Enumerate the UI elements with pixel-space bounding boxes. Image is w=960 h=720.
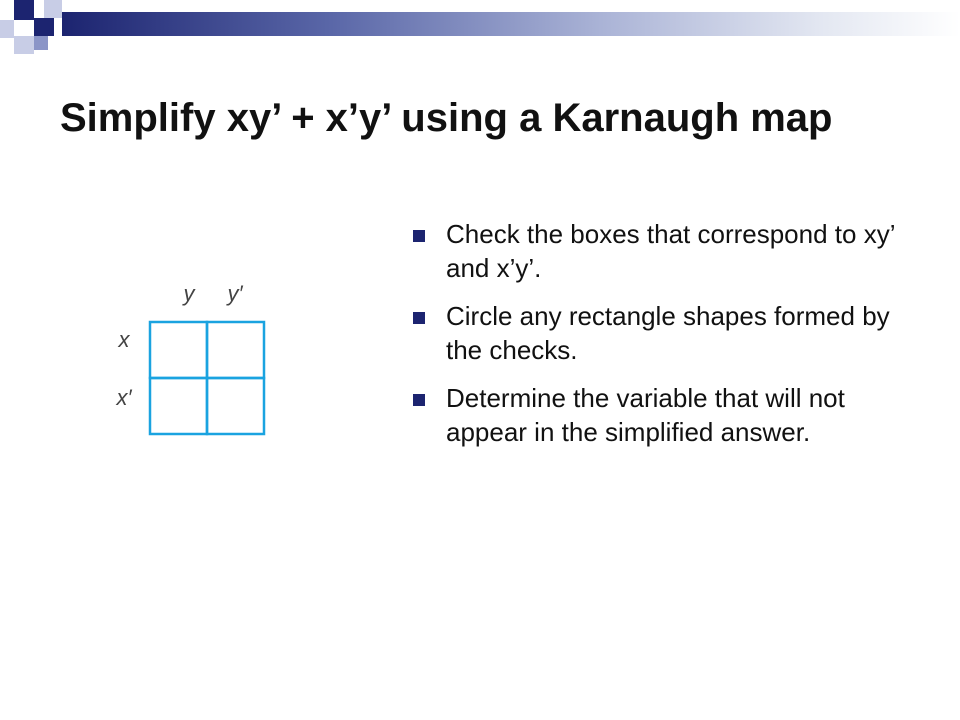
- bullet-text: Check the boxes that correspond to xy’ and x’y’.: [446, 219, 895, 283]
- bullet-text: Circle any rectangle shapes formed by the checks.: [446, 301, 890, 365]
- kmap-cell-x-prime-y-prime[interactable]: [207, 378, 264, 434]
- kmap-row-label-x: x: [118, 327, 130, 352]
- deco-square: [14, 0, 34, 20]
- bullet-item: [410, 381, 900, 449]
- karnaugh-map: [100, 276, 280, 446]
- kmap-cell-x-y[interactable]: [150, 322, 207, 378]
- kmap-cell-x-y-prime[interactable]: [207, 322, 264, 378]
- header-gradient-bar: [62, 12, 960, 36]
- bullet-list: [410, 217, 900, 463]
- slide-title: Simplify xy’ + x’y’ using a Karnaugh map: [60, 96, 833, 140]
- bullet-text: Determine the variable that will not appear in the simplified answer.: [446, 383, 845, 447]
- kmap-cell-x-prime-y[interactable]: [150, 378, 207, 434]
- deco-square: [0, 20, 14, 38]
- deco-square: [14, 36, 34, 54]
- bullet-item: [410, 217, 900, 285]
- kmap-col-label-y-prime: y′: [227, 281, 243, 306]
- square-bullet-icon: [413, 312, 425, 324]
- square-bullet-icon: [413, 394, 425, 406]
- square-bullet-icon: [413, 230, 425, 242]
- kmap-col-label-y: y: [183, 281, 195, 306]
- deco-square: [34, 36, 48, 50]
- bullet-item: [410, 299, 900, 367]
- deco-square: [34, 18, 54, 36]
- kmap-row-label-x-prime: x′: [116, 385, 132, 410]
- deco-square: [44, 0, 62, 18]
